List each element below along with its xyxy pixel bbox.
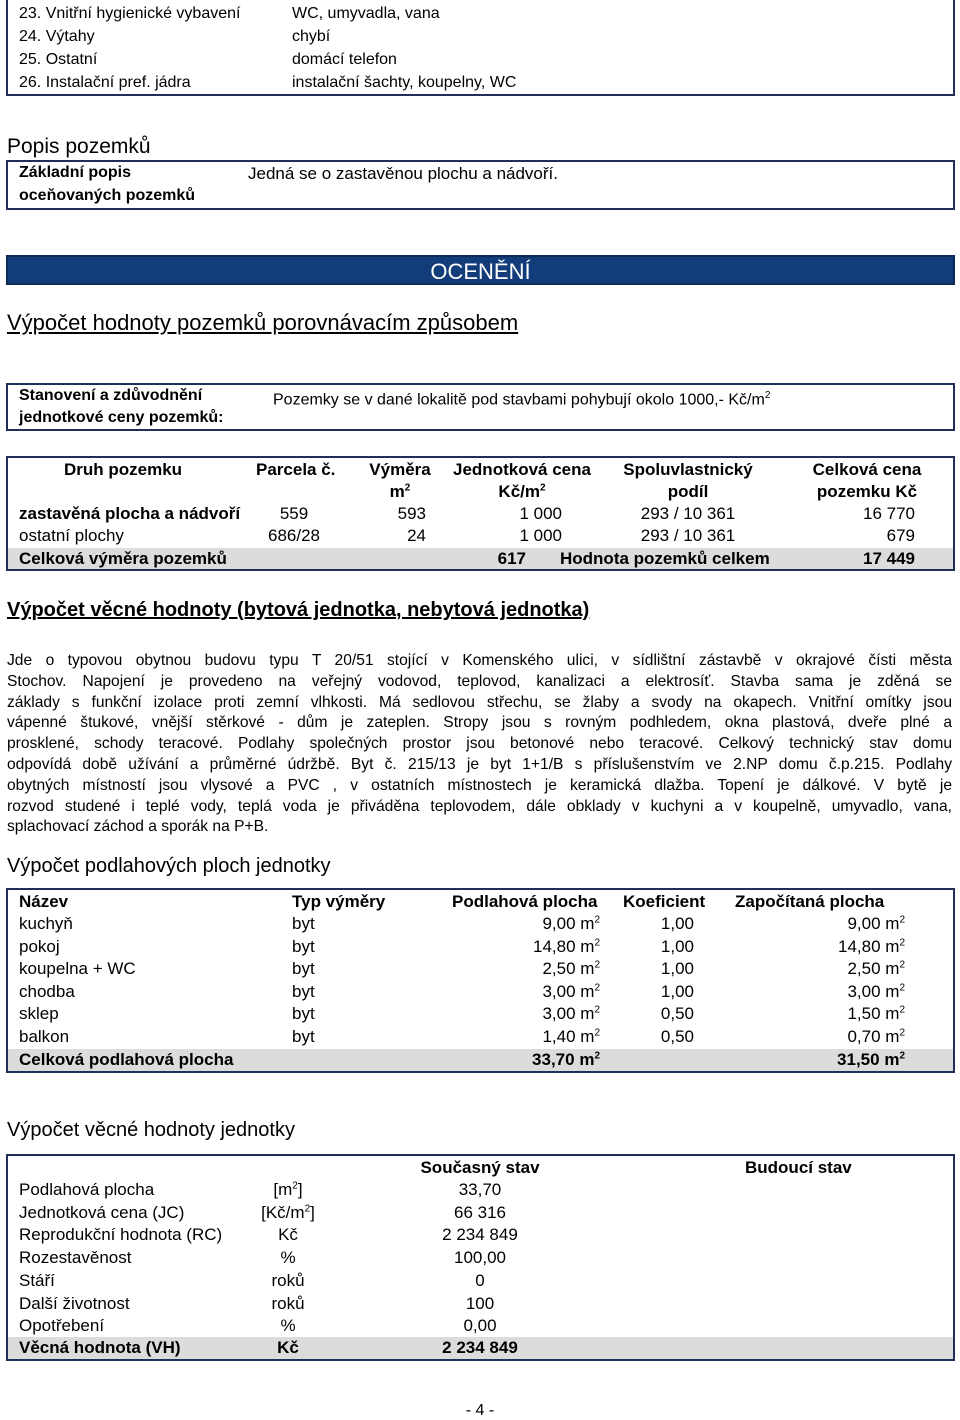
floor-row-coef: 1,00	[660, 981, 694, 1001]
description-line: obytných místností jsou vlysové a PVC , v ostatních místnostech je keramická dlažba. Topení je dálkové. V bytě je	[7, 776, 952, 794]
land-description-label-2: oceňovaných pozemků	[19, 187, 196, 204]
page-number: - 4 -	[465, 1402, 495, 1419]
land-row-share: 293 / 10 361	[640, 504, 736, 523]
value-header-current: Současný stav	[420, 1158, 540, 1177]
land-calc-heading: Výpočet hodnoty pozemků porovnávacím způsobem	[7, 310, 519, 335]
floor-calc-heading: Výpočet podlahových ploch jednotky	[7, 855, 331, 877]
value-row-value: 2 234 849	[442, 1225, 518, 1245]
value-row-label: Podlahová plocha	[19, 1180, 155, 1199]
floor-header-coef: Koeficient	[623, 892, 706, 911]
land-header-share-2: podíl	[667, 482, 709, 501]
land-header-share-1: Spoluvlastnický	[623, 460, 753, 479]
floor-row-type: byt	[292, 981, 315, 1001]
land-row-area: 593	[397, 504, 426, 523]
land-row-unit: 1 000	[519, 526, 562, 545]
description-line: splachovací záchod a sporák na P+B.	[7, 818, 269, 836]
land-header-unit-1: Jednotková cena	[453, 460, 591, 479]
floor-row-name: chodba	[19, 981, 75, 1001]
floor-row-name: pokoj	[19, 936, 60, 956]
equipment-value: instalační šachty, koupelny, WC	[292, 74, 517, 91]
floor-row-type: byt	[292, 914, 315, 933]
land-description-heading: Popis pozemků	[7, 135, 151, 158]
value-row-unit: $[m^2]$	[273, 1180, 303, 1199]
value-row-unit: roků	[271, 1270, 305, 1290]
value-row-label: Opotřebení	[19, 1316, 105, 1336]
floor-header-type: Typ výměry	[292, 892, 386, 911]
floor-header-area: Podlahová plocha	[452, 892, 598, 911]
floor-footer-label: Celková podlahová plocha	[19, 1050, 234, 1069]
description-line: základy s funkční izolace proti zemní vlhkosti. Má sedlovou střechu, se žlaby a svody na okapech. Vnitřní omítky jsou	[7, 693, 952, 711]
land-description-text: Jedná se o zastavěnou plochu a nádvoří.	[248, 164, 558, 183]
floor-row-counted: 2,50 $m^2$	[847, 959, 905, 979]
value-footer-label: Věcná hodnota (VH)	[19, 1338, 181, 1357]
equipment-value: WC, umyvadla, vana	[292, 5, 440, 22]
land-header-parcel: Parcela č.	[256, 460, 336, 479]
land-footer-area: 617	[497, 549, 526, 568]
floor-row-coef: 1,00	[660, 959, 694, 979]
equipment-label: 25. Ostatní	[19, 51, 98, 68]
floor-row-name: balkon	[19, 1027, 70, 1046]
land-price-label-1: Stanovení a zdůvodnění	[19, 387, 203, 404]
value-row-unit: %	[280, 1316, 296, 1336]
equipment-label: 23. Vnitřní hygienické vybavení	[19, 5, 241, 22]
value-row-label: Stáří	[19, 1270, 55, 1290]
value-row-value: 0,00	[463, 1316, 497, 1336]
floor-row-coef: 1,00	[660, 914, 694, 933]
building-description	[7, 651, 952, 838]
value-row-unit: Kč	[278, 1225, 298, 1245]
equipment-label: 24. Výtahy	[19, 28, 95, 45]
land-row-parcel: 559	[279, 504, 309, 523]
equipment-value: domácí telefon	[292, 51, 397, 68]
land-row-total: 679	[886, 526, 915, 545]
value-row-value: 66 316	[454, 1202, 506, 1222]
value-row-value: 33,70	[458, 1180, 502, 1199]
floor-header-counted: Započítaná plocha	[735, 892, 885, 911]
floor-row-name: sklep	[19, 1004, 59, 1024]
floor-row-area: 14,80 $m^2$	[532, 936, 600, 956]
land-row-share: 293 / 10 361	[640, 526, 736, 545]
description-line: Jde o typovou obytnou budovu typu T 20/51 stojící v Komenského ulici, v sídlištní zástavbě v okrajové čísti města	[7, 652, 952, 669]
floor-footer-area: 33,70 $m^2$	[532, 1050, 600, 1069]
description-line: vápenné štukové, vnější stěrkové - dům je zateplen. Stropy jsou s rovným podhledem, okna plastová, dveře plné a	[7, 714, 952, 732]
value-row-unit: $[Kč/m^2]$	[261, 1202, 315, 1222]
value-row-value: 0	[475, 1270, 485, 1290]
land-row-unit: 1 000	[519, 504, 562, 523]
land-header-area-2: $m^2$	[389, 482, 411, 501]
floor-row-area: 3,00 $m^2$	[542, 1004, 600, 1024]
unit-calc-heading: Výpočet věcné hodnoty (bytová jednotka, nebytová jednotka)	[7, 599, 590, 621]
floor-row-coef: 0,50	[660, 1027, 694, 1046]
floor-row-coef: 0,50	[660, 1004, 694, 1024]
land-header-type: Druh pozemku	[64, 460, 183, 479]
description-line: prosklené, schody teracové. Podlahy společných prostor jsou betonové nebo teracové. Celkový technický stav domu	[7, 735, 952, 753]
floor-row-type: byt	[292, 1004, 315, 1024]
land-row-parcel: 686/28	[268, 526, 320, 545]
value-row-value: 100	[465, 1293, 495, 1313]
floor-row-type: byt	[292, 936, 315, 956]
description-line: odpovídá době užívání a průměrné údržbě. Byt č. 215/13 je byt 1+1/B s příslušenstvím ve 2.NP domu č.p.215. Podlahy	[7, 755, 952, 773]
land-header-total-2: pozemku Kč	[816, 482, 918, 501]
floor-row-type: byt	[292, 1027, 315, 1046]
equipment-value: chybí	[292, 28, 331, 45]
description-line: Stochov. Napojení je provedeno na veřejný vodovod, teplovod, kanalizaci a elektrosíť. Stavba sama je zděná se	[7, 672, 952, 690]
floor-row-coef: 1,00	[660, 936, 694, 956]
floor-row-counted: 3,00 $m^2$	[847, 981, 905, 1001]
land-header-total-1: Celková cena	[812, 460, 922, 479]
floor-row-type: byt	[292, 959, 315, 979]
floor-row-area: 2,50 $m^2$	[542, 959, 600, 979]
valuation-banner: OCENĚNÍ	[6, 255, 955, 285]
floor-row-counted: 9,00 $m^2$	[847, 914, 905, 933]
floor-row-area: 3,00 $m^2$	[542, 981, 600, 1001]
land-footer-value: 17 449	[863, 549, 915, 568]
value-footer-unit: Kč	[277, 1338, 299, 1357]
value-row-label: Jednotková cena (JC)	[19, 1202, 185, 1222]
floor-row-counted: 1,50 $m^2$	[847, 1004, 905, 1024]
value-row-label: Další životnost	[19, 1293, 130, 1313]
floor-row-counted: 0,70 $m^2$	[847, 1027, 905, 1046]
value-row-unit: roků	[271, 1293, 305, 1313]
land-row-type: zastavěná plocha a nádvoří	[19, 504, 241, 523]
description-line: rozvod studené i teplé vody, teplá voda je přiváděna teplovodem, dále obklady v kuchyni a v koupelně, umyvadlo, vana,	[7, 797, 952, 815]
floor-row-area: 9,00 $m^2$	[542, 914, 600, 933]
land-price-text: Pozemky se v dané lokalitě pod stavbami pohybují okolo 1000,- $Kč/m^2$	[273, 390, 771, 409]
value-row-label: Rozestavěnost	[19, 1248, 132, 1268]
equipment-label: 26. Instalační pref. jádra	[19, 74, 191, 91]
land-price-label-2: jednotkové ceny pozemků:	[19, 409, 224, 426]
land-header-unit-2: $Kč/m^2$	[498, 482, 546, 501]
land-header-area-1: Výměra	[369, 460, 431, 479]
land-row-type: ostatní plochy	[19, 526, 124, 545]
floor-footer-counted: 31,50 $m^2$	[837, 1050, 905, 1069]
floor-row-name: koupelna + WC	[19, 959, 136, 979]
floor-row-counted: 14,80 $m^2$	[837, 936, 905, 956]
value-header-future: Budoucí stav	[745, 1158, 852, 1177]
floor-row-area: 1,40 $m^2$	[542, 1027, 600, 1046]
value-row-label: Reprodukční hodnota (RC)	[19, 1225, 223, 1245]
land-footer-label: Celková výměra pozemků	[19, 549, 227, 568]
floor-header-name: Název	[19, 892, 69, 911]
value-row-value: 100,00	[454, 1248, 506, 1268]
land-row-total: 16 770	[863, 504, 915, 523]
land-description-label-1: Základní popis	[19, 164, 132, 181]
value-row-unit: %	[280, 1248, 296, 1268]
value-calc-heading: Výpočet věcné hodnoty jednotky	[7, 1119, 295, 1141]
land-row-area: 24	[407, 526, 426, 545]
land-footer-value-label: Hodnota pozemků celkem	[560, 549, 770, 568]
floor-row-name: kuchyň	[19, 914, 73, 933]
value-footer-value: 2 234 849	[442, 1338, 518, 1357]
